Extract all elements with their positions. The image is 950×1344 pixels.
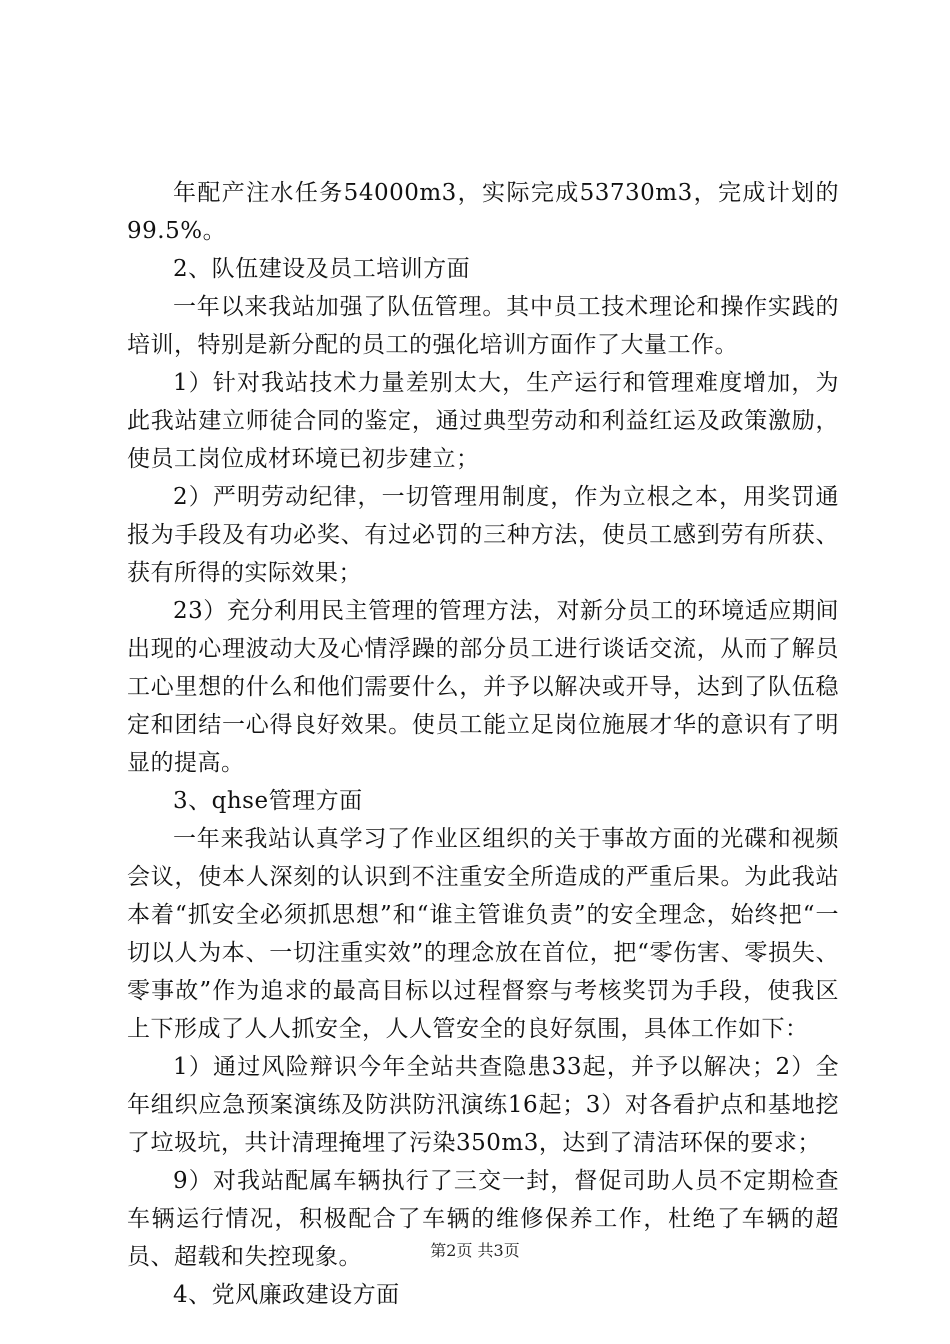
paragraph-item-vehicle-management: 9）对我站配属车辆执行了三交一封，督促司助人员不定期检查车辆运行情况，积极配合了车辆的维修保养工作，杜绝了车辆的超员、超载和失控现象。 <box>127 1168 839 1270</box>
paragraph-water-injection: 年配产注水任务54000m3，实际完成53730m3，完成计划的99.5%。 <box>127 180 839 244</box>
paragraph-item-mentorship: 1）针对我站技术力量差别太大，生产运行和管理难度增加，为此我站建立师徒合同的鉴定，通过典型劳动和利益红运及政策激励，使员工岗位成材环境已初步建立； <box>127 370 839 472</box>
heading-qhse: 3、qhse管理方面 <box>173 788 363 814</box>
heading-party-conduct: 4、党风廉政建设方面 <box>173 1282 400 1308</box>
paragraph-team-management: 一年以来我站加强了队伍管理。其中员工技术理论和操作实践的培训，特别是新分配的员工的强化培训方面作了大量工作。 <box>127 294 839 358</box>
paragraph-item-democratic-management: 23）充分利用民主管理的管理方法，对新分员工的环境适应期间出现的心理波动大及心情浮躁的部分员工进行谈话交流，从而了解员工心里想的什么和他们需要什么，并予以解决或开导，达到了队伍稳定和团结一心得良好效果。使员工能立足岗位施展才华的意识有了明显的提高。 <box>127 598 839 776</box>
paragraph-safety-study: 一年来我站认真学习了作业区组织的关于事故方面的光碟和视频会议，使本人深刻的认识到不注重安全所造成的严重后果。为此我站本着“抓安全必须抓思想”和“谁主管谁负责”的安全理念，始终把“一切以人为本、一切注重实效”的理念放在首位，把“零伤害、零损失、零事故”作为追求的最高目标以过程督察与考核奖罚为手段，使我区上下形成了人人抓安全，人人管安全的良好氛围，具体工作如下： <box>127 826 839 1042</box>
paragraph-item-risk-identification: 1）通过风险辩识今年全站共查隐患33起，并予以解决；2）全年组织应急预案演练及防洪防汛演练16起；3）对各看护点和基地挖了垃圾坑，共计清理掩埋了污染350m3，达到了清洁环保的要求； <box>127 1054 839 1156</box>
document-body <box>127 174 839 1314</box>
heading-team-building: 2、队伍建设及员工培训方面 <box>173 256 471 282</box>
paragraph-item-discipline: 2）严明劳动纪律，一切管理用制度，作为立根之本，用奖罚通报为手段及有功必奖、有过必罚的三种方法，使员工感到劳有所获、获有所得的实际效果； <box>127 484 839 586</box>
page-number-footer: 第2页 共3页 <box>430 1241 520 1260</box>
